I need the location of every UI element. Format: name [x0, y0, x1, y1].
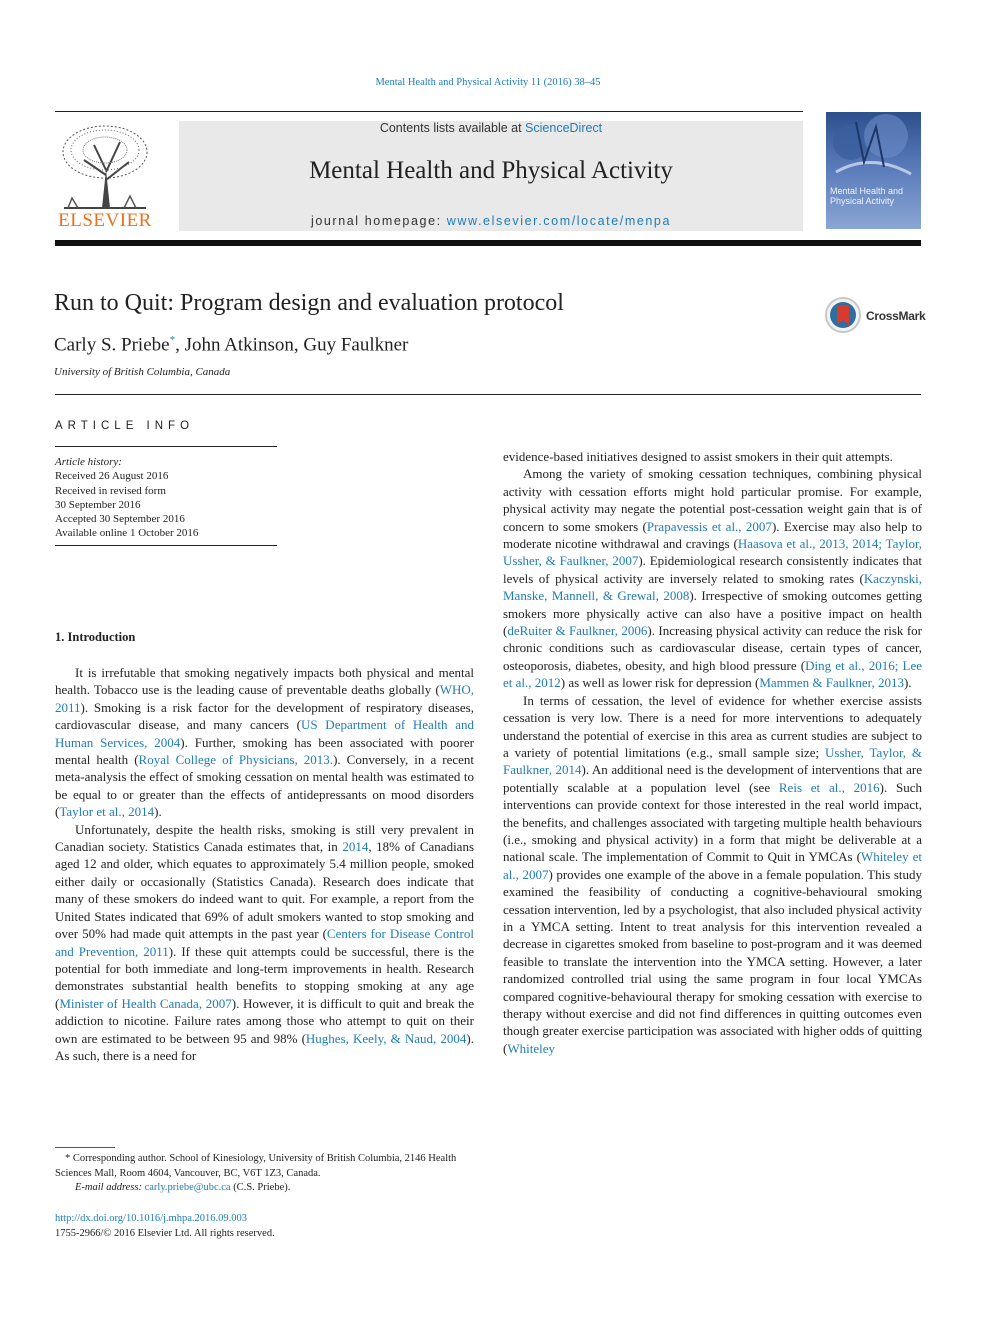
article-info-heading: ARTICLE INFO [55, 420, 195, 432]
history-line: Accepted 30 September 2016 [55, 513, 185, 526]
paragraph: Unfortunately, despite the health risks, smoking is still very prevalent in Canadian society. Statistics Canada estimates that, in 2014, 18% of Canadians aged 12 and older, which equates to approximately 5.4 million people, smoked either daily or occasionally (Statistics Canada). Research does indicate that many of these smokers do indeed want to quit. For example, a report from the United States indicated that 69% of adult smokers wanted to stop smoking and over 50% had made quit attempts in the past year (Centers for Disease Control and Prevention, 2011). If these quit attempts could be successful, there is the potential for both immediate and long-term improvements in health. Research demonstrates substantial health benefits to stopping smoking at any age (Minister of Health Canada, 2007). However, it is difficult to quit and break the addiction to nicotine. Failure rates among those who attempt to quit on their own are estimated to be between 95 and 98% (Hughes, Keely, & Naud, 2004). As such, there is a need for [55, 821, 475, 1063]
history-line: Available online 1 October 2016 [55, 527, 199, 540]
author-list [54, 334, 408, 356]
info-rule-bottom [55, 545, 277, 546]
history-label: Article history: [55, 456, 122, 468]
history-line: Received 26 August 2016 [55, 470, 169, 483]
sciencedirect-link[interactable]: ScienceDirect [525, 121, 603, 135]
footnote-text: * Corresponding author. School of Kinesiology, University of British Columbia, 2146 Health Sciences Mall, Room 4604, Vancouver, BC, V6T 1Z3, Canada. [55, 1153, 457, 1179]
ref-link[interactable]: Mammen & Faulkner, 2013 [759, 675, 904, 691]
author-names-rest: , John Atkinson, Guy Faulkner [175, 334, 409, 356]
ref-link[interactable]: WHO, 2011 [55, 682, 474, 715]
right-column-body [503, 448, 922, 1057]
copyright: 1755-2966/© 2016 Elsevier Ltd. All rights reserved. [55, 1228, 275, 1239]
affiliation: University of British Columbia, Canada [54, 366, 231, 378]
footnote-rule [55, 1147, 115, 1148]
ref-link[interactable]: 2014 [342, 839, 369, 855]
info-rule-top [55, 446, 277, 447]
homepage-link[interactable]: www.elsevier.com/locate/menpa [446, 214, 672, 228]
journal-citation[interactable]: Mental Health and Physical Activity 11 (2016) 38–45 [375, 77, 601, 88]
cover-art-icon [826, 112, 921, 229]
email-link[interactable]: carly.priebe@ubc.ca [144, 1182, 231, 1193]
author-name[interactable]: Carly S. Priebe [54, 334, 170, 356]
ref-link[interactable]: Whiteley [507, 1040, 555, 1056]
paragraph: Among the variety of smoking cessation techniques, combining physical activity with cessation efforts might hold particular promise. For example, physical activity may negate the potential post-cessation weight gain that is of concern to some smokers (Prapavessis et al., 2007). Exercise may also help to moderate nicotine withdrawal and cravings (Haasova et al., 2013, 2014; Taylor, Ussher, & Faulkner, 2007). Epidemiological research consistently indicates that levels of physical activity are inversely related to smoking rates (Kaczynski, Manske, Mannell, & Grewal, 2008). Irrespective of smoking outcomes getting smokers more physically active can also have a positive impact on health (deRuiter & Faulkner, 2006). Increasing physical activity can reduce the risk for chronic conditions such as cardiovascular disease, certain types of cancer, osteoporosis, diabetes, obesity, and high blood pressure (Ding et al., 2016; Lee et al., 2012) as well as lower risk for depression (Mammen & Faulkner, 2013). [503, 466, 923, 691]
ref-link[interactable]: Prapavessis et al., 2007 [646, 518, 772, 534]
header-rule [55, 240, 921, 246]
doi-link[interactable]: http://dx.doi.org/10.1016/j.mhpa.2016.09.003 [55, 1213, 248, 1224]
introduction-heading: 1. Introduction [55, 630, 136, 644]
ref-link[interactable]: Ussher, Taylor, & Faulkner, 2014 [503, 744, 923, 778]
ref-link[interactable]: Minister of Health Canada, 2007 [59, 995, 232, 1011]
footnote-email-line [55, 1181, 474, 1196]
ref-link[interactable]: Reis et al., 2016 [778, 779, 880, 795]
history-line: 30 September 2016 [55, 498, 141, 511]
ref-link[interactable]: Haasova et al., 2013, 2014; Taylor, Ussher, & Faulkner, 2007 [503, 536, 923, 569]
left-column-body [55, 664, 474, 1064]
footnote [55, 1152, 474, 1196]
top-divider [55, 111, 803, 112]
crossmark-icon [824, 296, 862, 334]
homepage-line [179, 214, 803, 228]
contents-line [179, 121, 803, 135]
ref-link[interactable]: Kaczynski, Manske, Mannell, & Grewal, 2008 [503, 570, 922, 604]
ref-link[interactable]: US Department of Health and Human Services, 2004 [55, 717, 475, 750]
elsevier-tree-icon [54, 120, 156, 212]
crossmark-badge[interactable] [824, 296, 924, 334]
elsevier-wordmark: ELSEVIER [58, 210, 152, 231]
cover-title: Mental Health and Physical Activity [830, 186, 904, 206]
ref-link[interactable]: Whiteley et al., 2007 [503, 849, 923, 882]
ref-link[interactable]: Royal College of Physicians, 2013. [138, 752, 334, 768]
paragraph: It is irrefutable that smoking negatively impacts both physical and mental health. Tobacco use is the leading cause of preventable deaths globally (WHO, 2011). Smoking is a risk factor for the development of respiratory diseases, cardiovascular disease, and many cancers (US Department of Health and Human Services, 2004). Further, smoking has been associated with poorer mental health (Royal College of Physicians, 2013.). Conversely, in a recent meta-analysis the effect of smoking cessation on mental health was estimated to be equal to or greater than the effects of antidepressants on mood disorders (Taylor et al., 2014). [55, 665, 475, 820]
history-line: Received in revised form [55, 484, 166, 497]
email-suffix: (C.S. Priebe). [230, 1182, 291, 1193]
ref-link[interactable]: Hughes, Keely, & Naud, 2004 [305, 1030, 467, 1046]
ref-link[interactable]: Ding et al., 2016; Lee et al., 2012 [503, 657, 922, 691]
corresponding-author-mark[interactable]: * [169, 334, 176, 346]
contents-prefix: Contents lists available at [379, 121, 526, 135]
ref-link[interactable]: deRuiter & Faulkner, 2006 [507, 623, 648, 639]
crossmark-label: CrossMark [866, 309, 926, 323]
homepage-prefix: journal homepage: [310, 214, 447, 228]
section-divider [55, 394, 921, 395]
email-label: E-mail address: [75, 1182, 145, 1193]
article-title: Run to Quit: Program design and evaluation protocol [54, 290, 564, 316]
paragraph: evidence-based initiatives designed to assist smokers in their quit attempts. [503, 449, 893, 464]
journal-title: Mental Health and Physical Activity [309, 157, 673, 184]
article-history [55, 455, 198, 541]
elsevier-logo[interactable] [54, 120, 156, 232]
paragraph: In terms of cessation, the level of evidence for whether exercise assists cessation is very low. There is a need for more interventions to adequately understand the potential of exercise in this area as current studies are subject to a variety of potential limitations (e.g., small sample size; Ussher, Taylor, & Faulkner, 2014). An additional need is the development of interventions that are potentially scalable at a population level (see Reis et al., 2016). Such interventions can provide context for those interested in the real world impact, the benefits, and challenges associated with targeting multiple health behaviours (i.e., smoking and physical activity) in a form that might be deliverable at a national scale. The implementation of Commit to Quit in YMCAs (Whiteley et al., 2007) provides one example of the above in a female population. This study examined the feasibility of conducting a cognitive-behavioural smoking cessation intervention, led by a psychologist, that also included physical activity in a YMCA setting. Intent to treat analysis for this intervention revealed a decrease in cigarettes smoked from baseline to post-program and it was deemed feasible to translate the intervention into the YMCA setting. However, a later randomized controlled trial using the same program in four local YMCAs compared cognitive-behavioural therapy for smoking cessation with exercise to therapy without exercise and did not find differences in quitting outcomes even though greater exercise participation was associated with higher odds of quitting (Whiteley [503, 692, 923, 1056]
ref-link[interactable]: Centers for Disease Control and Prevention, 2011 [55, 926, 474, 959]
journal-banner [179, 121, 803, 231]
doi-block [55, 1211, 275, 1241]
journal-cover-thumbnail[interactable] [826, 112, 921, 229]
ref-link[interactable]: Taylor et al., 2014 [59, 804, 155, 820]
